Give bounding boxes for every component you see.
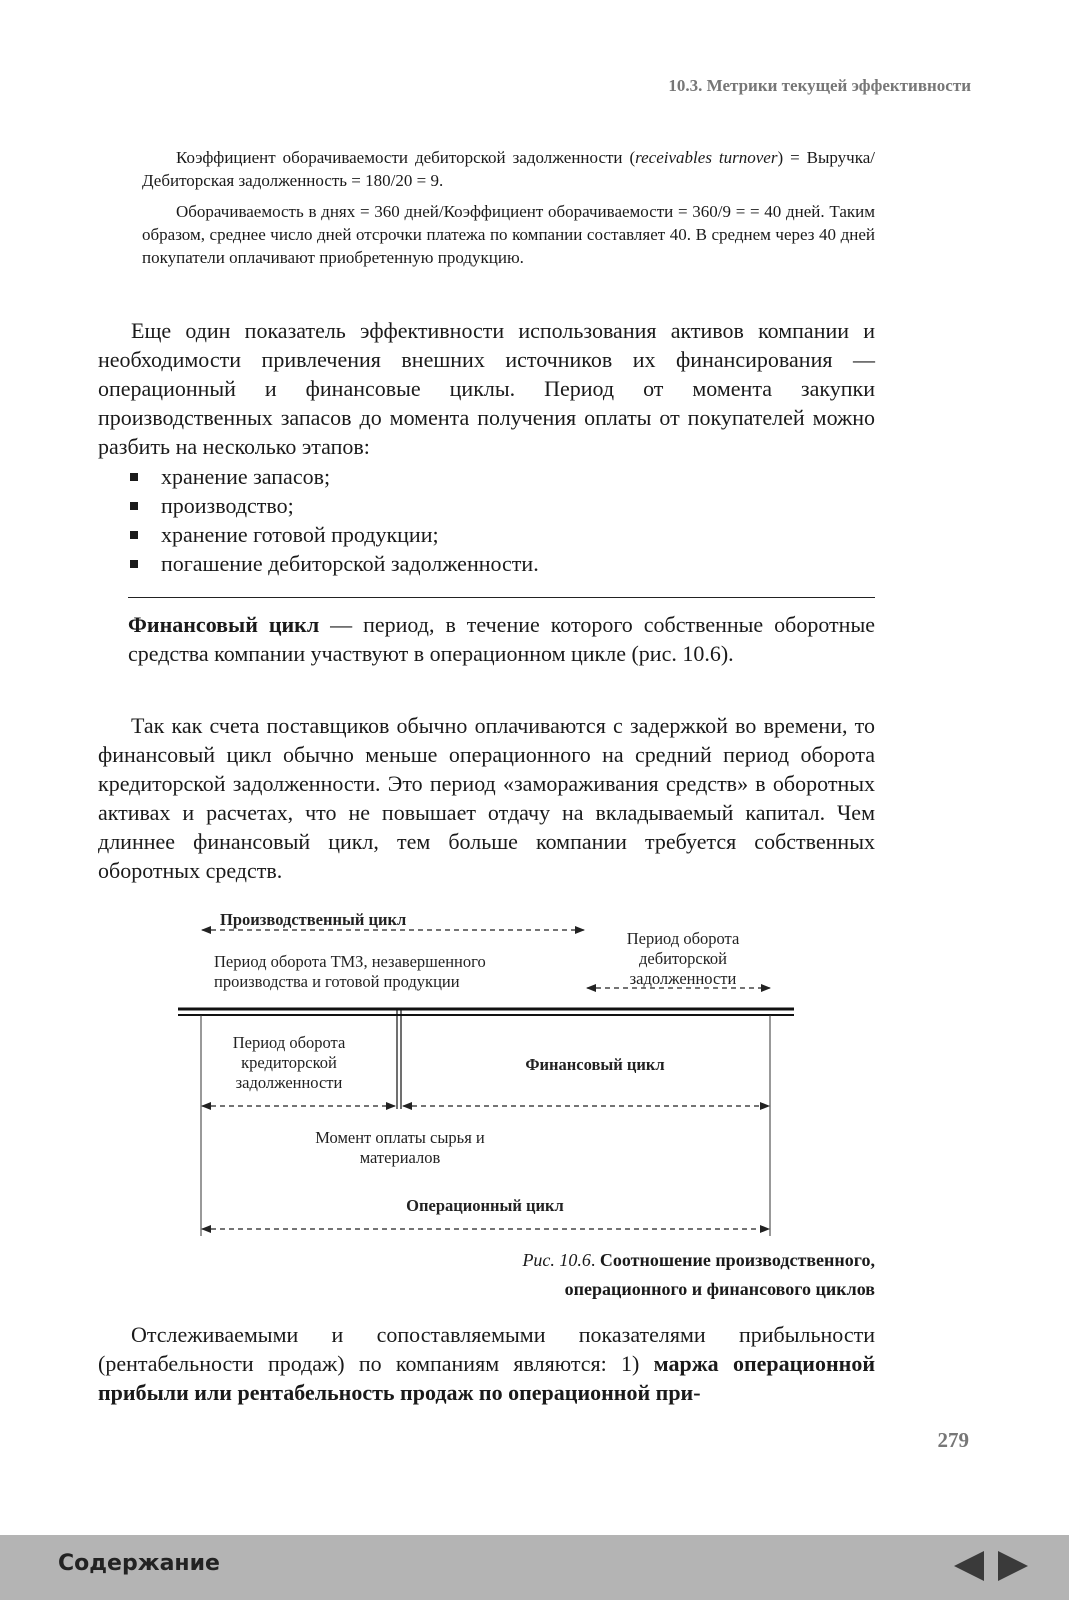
receivables-period-label: Период оборота дебиторской задолженности bbox=[626, 929, 740, 988]
example-block bbox=[142, 146, 875, 277]
caption-line-1 bbox=[522, 1246, 875, 1275]
caption-label: Рис. 10.6 bbox=[522, 1250, 591, 1270]
definition-text: — период, в течение которого собственные оборотные средства компании участвуют в операционном цикле (рис. 10.6). bbox=[128, 612, 875, 666]
bullet-square-icon bbox=[130, 473, 138, 481]
triangle-right-icon[interactable] bbox=[996, 1549, 1030, 1583]
example-line-1 bbox=[142, 146, 875, 192]
list-item-text: погашение дебиторской задолженности. bbox=[161, 551, 539, 576]
definition-term: Финансовый цикл bbox=[128, 612, 320, 637]
inventory-period-label: Период оборота ТМЗ, незавершенного производства и готовой продукции bbox=[214, 952, 486, 991]
paragraph-2-text: Так как счета поставщиков обычно оплачиваются с задержкой во времени, то финансовый цикл обычно меньше операционного на средний период оборота кредиторской задолженности. Это период «замораживания средств» в оборотных активах и расчетах, что не повышает отдачу на вкладываемый капитал. Чем длиннее финансовый цикл, тем больше компании требуется собственных оборотных средств. bbox=[98, 713, 875, 883]
definition-divider bbox=[128, 597, 875, 598]
list-item-text: хранение запасов; bbox=[161, 464, 331, 489]
paragraph-3-text bbox=[98, 1320, 875, 1407]
payment-moment-label: Момент оплаты сырья и материалов bbox=[315, 1128, 485, 1167]
paragraph-3-bold: маржа операционной прибыли или рентабельность продаж по операционной при- bbox=[98, 1351, 876, 1405]
list-item bbox=[128, 520, 539, 549]
example-text: Коэффициент оборачиваемости дебиторской задолженности ( bbox=[176, 148, 636, 167]
list-item-text: хранение готовой продукции; bbox=[161, 522, 439, 547]
production-cycle-label: Производственный цикл bbox=[220, 910, 407, 929]
paragraph-3-plain: Отслеживаемыми и сопоставляемыми показателями прибыльности (рентабельности продаж) по компаниям являются: 1) bbox=[98, 1322, 875, 1376]
example-line-2: Оборачиваемость в днях = 360 дней/Коэффициент оборачиваемости = 360/9 = = 40 дней. Таким образом, среднее число дней отсрочки платежа по компании составляет 40. В среднем через 40 дней покупатели оплачивают приобретенную продукцию. bbox=[142, 202, 875, 267]
caption-title-1: Соотношение производственного, bbox=[599, 1250, 875, 1270]
paragraph-2 bbox=[98, 711, 875, 885]
figure-caption bbox=[522, 1246, 875, 1304]
payables-period-label: Период оборота кредиторской задолженности bbox=[232, 1033, 346, 1092]
list-item-text: производство; bbox=[161, 493, 294, 518]
bullet-square-icon bbox=[130, 560, 138, 568]
example-text-end: ) = Выручка/Дебиторская задолженность = 180/20 = 9. bbox=[142, 148, 875, 190]
running-title: 10.3. Метрики текущей эффективности bbox=[668, 76, 971, 95]
stage-list bbox=[128, 462, 539, 578]
definition-block bbox=[128, 610, 875, 668]
page-number: 279 bbox=[937, 1428, 969, 1452]
triangle-left-icon[interactable] bbox=[952, 1549, 986, 1583]
bullet-square-icon bbox=[130, 502, 138, 510]
list-item bbox=[128, 491, 539, 520]
list-item bbox=[128, 462, 539, 491]
list-item bbox=[128, 549, 539, 578]
intro-text: Еще один показатель эффективности использования активов компании и необходимости привлечения внешних источников их финансирования — операционный и финансовые циклы. Период от момента закупки производственных запасов до момента получения оплаты от покупателей можно разбить на несколько этапов: bbox=[98, 318, 875, 459]
example-italic-term: receivables turnover bbox=[635, 148, 778, 167]
caption-separator: . bbox=[590, 1250, 600, 1270]
financial-cycle-label: Финансовый цикл bbox=[525, 1055, 665, 1074]
bullet-square-icon bbox=[130, 531, 138, 539]
paragraph-3 bbox=[98, 1320, 875, 1407]
caption-title-2: операционного и финансового циклов bbox=[564, 1279, 875, 1299]
caption-line-2 bbox=[522, 1275, 875, 1304]
operating-cycle-label: Операционный цикл bbox=[406, 1196, 564, 1215]
contents-link[interactable]: Содержание bbox=[58, 1551, 220, 1576]
bottom-nav-bar bbox=[0, 1535, 1069, 1600]
intro-paragraph bbox=[98, 316, 875, 461]
